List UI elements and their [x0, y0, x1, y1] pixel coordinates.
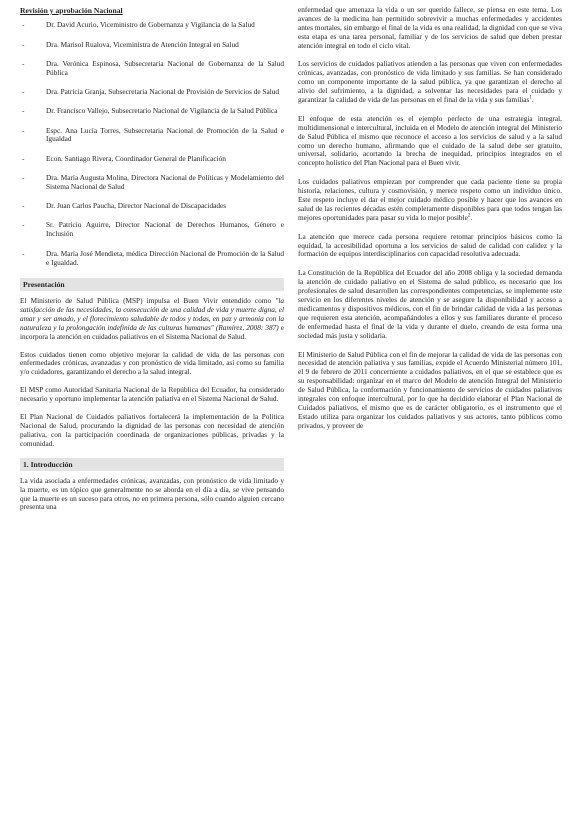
dash-bullet: -	[22, 86, 25, 96]
right-paragraph-4	[298, 178, 562, 222]
approver-item	[20, 41, 284, 50]
right-p4-end: .	[470, 212, 473, 222]
approver-item	[20, 107, 284, 116]
presentation-paragraph-1	[20, 297, 284, 341]
dash-bullet: -	[22, 58, 25, 68]
approver-item	[20, 174, 284, 192]
right-p4-text: Los cuidados paliativos empiezan por comprender que cada paciente tiene su propia historia, relaciones, cultura y cosmovisión, y merece respeto como un individuo único. Este respeto incluye el dar el mejor cuidado médico posible y hacer que los avances en salud de las recientes décadas estén completamente disponibles para que todos tengan las mejores oportunidades para pasar su vida lo mejor posible	[298, 177, 562, 222]
approver-item	[20, 88, 284, 97]
dash-bullet: -	[22, 106, 25, 116]
approver-name: Sr. Patricio Aguirre, Director Nacional de Derechos Humanos, Género e Inclusión	[46, 220, 284, 239]
approver-item	[20, 221, 284, 239]
dash-bullet: -	[22, 20, 25, 30]
approver-item	[20, 250, 284, 268]
presentation-paragraph-3: El MSP como Autoridad Sanitaria Nacional de la República del Ecuador, ha considerado necesario y oportuno implementar la atención paliativa en el Sistema Nacional de Salud.	[20, 385, 284, 404]
right-paragraph-7: El Ministerio de Salud Pública con el fin de mejorar la calidad de vida de las personas con necesidad de atención paliativa y sus familias, expide el Acuerdo Ministerial número 101, el 9 de febrero de 2011 concerniente a cuidados paliativos, en el que se establece que es su responsabilidad: organizar en el marco del Modelo de atención Integral del Ministerio de Salud Pública, la conformación y funcionamiento de servicios de cuidados paliativos integrales con enfoque intercultural, por lo que ha decidido elaborar el Plan Nacional de Cuidados paliativos, el mismo que es de carácter obligatorio, es el instrumento que el Estado utiliza para organizar los cuidados paliativos y sus actores, tanto públicos como privados, y proveer de	[298, 349, 562, 430]
presentation-paragraph-4: El Plan Nacional de Cuidados paliativos fortalecerá la implementación de la Política Nacional de Salud, procurando la dignidad de las personas con necesidad de atención paliativa, con la participación coordinada de organizaciones públicas, privadas y la comunidad.	[20, 411, 284, 448]
approver-name: Dr. Juan Carlos Paucha, Director Nacional de Discapacidades	[46, 201, 227, 211]
right-paragraph-3: El enfoque de esta atención es el ejemplo perfecto de una estrategia integral, multidimensional e intercultural, incluida en el Modelo de atención integral del Ministerio de Salud Pública el mismo que reconoce el acceso a los servicios de salud y a la salud como un derecho humano, afirmando que el cuidado de la salud debe ser gratuito, universal, solidario, acortando la brecha de inequidad, principios integrados en el concepto holístico del Plan Nacional para el Buen vivir.	[298, 113, 562, 168]
approval-heading: Revisión y aprobación Nacional	[20, 6, 123, 15]
approver-item	[20, 60, 284, 78]
footnote-ref-1: 1	[529, 95, 532, 101]
dash-bullet: -	[22, 201, 25, 211]
right-p2-text: Los servicios de cuidados paliativos atienden a las personas que viven con enfermedades crónicas, avanzadas, con pronóstico de vida limitado y sus familias. Se han considerado como un componente importante de la salud pública, ya que garantizan el derecho al alivio del sufrimiento, a la dignidad, a solventar las necesidades para el cuidado y garantizar la calidad de vida de las personas en el final de la vida y sus familias	[298, 59, 562, 105]
presentation-heading: Presentación	[20, 278, 284, 291]
presentation-paragraph-2: Estos cuidados tienen como objetivo mejorar la calidad de vida de las personas con enfermedades crónicas, avanzadas y con pronóstico de vida limitado, así como su familia y/o cuidadores, garantizando el derecho a la salud integral.	[20, 349, 284, 377]
footnote-ref-2: 2	[467, 213, 471, 219]
approvers-list	[20, 21, 284, 267]
dash-bullet: -	[22, 220, 25, 230]
approver-name: Dra. María Augusta Molina, Directora Nacional de Políticas y Modelamiento del Sistema Nacional de Salud	[46, 173, 284, 191]
approver-item	[20, 21, 284, 30]
right-paragraph-2	[298, 60, 562, 104]
buen-vivir-quote: "la satisfacción de las necesidades, la consecución de una calidad de vida y muerte digna, el amar y ser amado, y el florecimiento saludable de todos y todas, en paz y armonía con la naturaleza y la prolongación indefinida de las culturas humanas" (Ramírez, 2008: 387)	[20, 296, 284, 332]
approver-item	[20, 155, 284, 164]
introduction-heading: 1. Introducción	[20, 458, 284, 471]
approver-item	[20, 127, 284, 145]
approver-name: Dr. David Acurio, Viceministro de Gobernanza y Vigilancia de la Salud	[46, 20, 255, 30]
left-column	[20, 6, 284, 821]
right-column	[298, 6, 562, 821]
approver-name: Dr. Francisco Vallejo, Subsecretario Nacional de Vigilancia de la Salud Pública	[46, 106, 278, 116]
right-paragraph-5: La atención que merece cada persona requiere retomar principios básicos como la equidad, la accesibilidad oportuna a los servicios de salud de calidad con calidez y la formación de equipos interdisciplinarios con capacidad resolutiva adecuada.	[298, 231, 562, 259]
dash-bullet: -	[22, 173, 25, 182]
introduction-paragraph-1: La vida asociada a enfermedades crónicas, avanzadas, con pronóstico de vida limitado y la muerte, es un tópico que generalmente no se aborda en el día a día, se vive pensando que la muerte es un suceso para otros, no en primera persona, sólo cuando alguien cercano presenta una	[20, 475, 285, 512]
approver-name: Dra. Patricia Granja, Subsecretaria Nacional de Provisión de Servicios de Salud	[46, 86, 280, 96]
approver-item	[20, 202, 284, 211]
dash-bullet: -	[22, 125, 25, 135]
presentation-p1-end: e incorpora la atención en cuidados paliativos en el Sistema Nacional de Salud.	[20, 322, 284, 341]
right-p2-end: .	[531, 95, 534, 105]
dash-bullet: -	[22, 248, 25, 258]
dash-bullet: -	[22, 153, 25, 163]
approver-name: Espc. Ana Lucía Torres, Subsecretaria Nacional de Promoción de la Salud e Igualdad	[46, 125, 284, 144]
right-paragraph-1: enfermedad que amenaza la vida o un ser querido fallece, se piensa en este tema. Los avances de la medicina han permitido sobrevivir a muchas enfermedades y accidentes antes mortales, sin embargo el final de la vida es una realidad, la dignidad con que se viva esta etapa es una tarea personal, familiar y de los servicios de salud que deben prestar atención integral en todo el ciclo vital.	[298, 5, 562, 50]
approver-name: Dra. Verónica Espinosa, Subsecretaria Nacional de Gobernanza de la Salud Pública	[46, 58, 284, 77]
right-paragraph-6: La Constitución de la República del Ecuador del año 2008 obliga y la sociedad demanda la atención de cuidado paliativo en el Sistema de salud público, es necesario que los profesionales de salud desarrollen las correspondientes competencias, se implemente este servicio en los diferentes niveles de atención y se asegure la disponibilidad y acceso a medicamentos y dispositivos médicos, con el fin de brindar calidad de vida a las personas que requieren esta atención, acompañándoles a ellos y sus familiares durante el proceso de enfermedad hasta el final de la vida y durante el duelo, creando de esta forma una sociedad más justa y solidaria.	[298, 268, 562, 340]
approver-name: Dra. María José Mendieta, médica Dirección Nacional de Promoción de la Salud e Igualdad.	[46, 248, 284, 267]
presentation-p1-text: El Ministerio de Salud Pública (MSP) impulsa el Buen Vivir entendido como	[20, 296, 276, 306]
approver-name: Dra. Marisol Rualova, Viceministra de Atención Integral en Salud	[46, 39, 239, 49]
approver-name: Econ. Santiago Rivera, Coordinador General de Planificación	[46, 153, 226, 163]
dash-bullet: -	[22, 39, 25, 49]
